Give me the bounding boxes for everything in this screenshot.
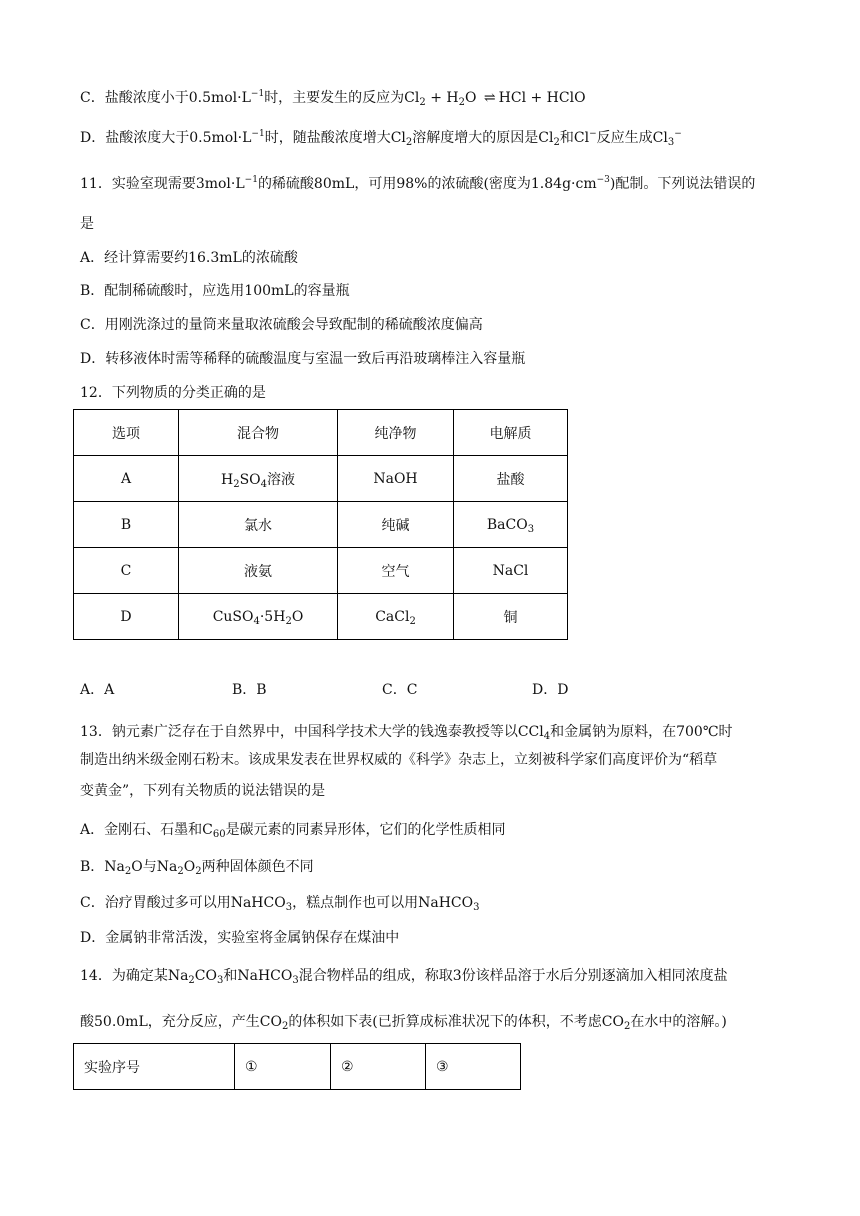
header-cell: 混合物 xyxy=(179,410,338,456)
q14-stem-line1: 14．为确定某$Na_2CO_3$和NaHCO$_3$混合物样品的组成，称取3份该样品溶于水后分别逐滴加入相同浓度盐 xyxy=(80,968,728,986)
table-cell: 纯碱 xyxy=(338,502,454,548)
table-cell: 空气 xyxy=(338,548,454,594)
q11-option-c: C．用刚洗涤过的量筒来量取浓硫酸会导致配制的稀硫酸浓度偏高 xyxy=(80,317,483,333)
table-row xyxy=(74,548,568,594)
q11-option-a: A．经计算需要约16.3mL的浓硫酸 xyxy=(80,250,298,266)
table-cell: CaCl$_2$ xyxy=(338,594,454,640)
table-row xyxy=(74,594,568,640)
table-cell: $CuSO_4\cdot 5H_2O$ xyxy=(179,594,338,640)
table-cell: 实验序号 xyxy=(74,1044,235,1090)
table-header-row xyxy=(74,410,568,456)
table-cell: 铜 xyxy=(454,594,568,640)
header-cell: 选项 xyxy=(74,410,179,456)
q10-option-c: C．盐酸浓度小于$0.5mol\cdot L^{-1}$时，主要发生的反应为$Cl_2 + H_2O$ ⇌ HCl + HClO xyxy=(80,89,586,108)
q11-option-d: D．转移液体时需等稀释的硫酸温度与室温一致后再沿玻璃棒注入容量瓶 xyxy=(80,351,526,367)
table-cell: 盐酸 xyxy=(454,456,568,502)
q11-stem: 11．实验室现需要$3mol\cdot L^{-1}$的稀硫酸80mL，可用98%的浓硫酸(密度为$1.84g\cdot cm^{-3}$)配制。下列说法错误的 xyxy=(80,175,756,192)
answer-option-c: C．C xyxy=(382,682,418,698)
table-cell: 液氨 xyxy=(179,548,338,594)
header-cell: 电解质 xyxy=(454,410,568,456)
q13-stem-line3: 变黄金”，下列有关物质的说法错误的是 xyxy=(80,783,326,799)
table-cell: NaOH xyxy=(338,456,454,502)
table-cell: 氯水 xyxy=(179,502,338,548)
header-cell: 纯净物 xyxy=(338,410,454,456)
table-row xyxy=(74,502,568,548)
q13-option-b: B．$Na_2O$与$Na_2O_2$两种固体颜色不同 xyxy=(80,859,314,877)
table-cell: ① xyxy=(235,1044,331,1090)
q13-stem-line2: 制造出纳米级金刚石粉末。该成果发表在世界权威的《科学》杂志上，立刻被科学家们高度评价为“稻草 xyxy=(80,752,718,768)
q13-option-d: D．金属钠非常活泼，实验室将金属钠保存在煤油中 xyxy=(80,930,400,946)
table-cell: $H_2SO_4$溶液 xyxy=(179,456,338,502)
q13-option-a: A．金刚石、石墨和$C_{60}$是碳元素的同素异形体，它们的化学性质相同 xyxy=(80,822,506,840)
table-cell: B xyxy=(74,502,179,548)
answer-option-a: A．A xyxy=(80,682,115,698)
q13-option-c: C．治疗胃酸过多可以用NaHCO$_3$，糕点制作也可以用NaHCO$_3$ xyxy=(80,895,480,913)
table-row xyxy=(74,456,568,502)
q11-stem-cont: 是 xyxy=(80,216,94,232)
equilibrium-arrow: ⇌ xyxy=(483,90,496,106)
q14-stem-line2: 酸50.0mL，充分反应，产生$CO_2$的体积如下表(已折算成标准状况下的体积，不考虑$CO_2$在水中的溶解。) xyxy=(80,1014,727,1032)
table-cell: D xyxy=(74,594,179,640)
q10-option-d: D．盐酸浓度大于$0.5mol\cdot L^{-1}$时，随盐酸浓度增大$Cl_2$溶解度增大的原因是$Cl_2$和Cl−反应生成$Cl_3^-$ xyxy=(80,129,682,148)
q12-stem: 12．下列物质的分类正确的是 xyxy=(80,385,266,401)
answer-option-b: B．B xyxy=(232,682,267,698)
q11-option-b: B．配制稀硫酸时，应选用100mL的容量瓶 xyxy=(80,283,350,299)
q13-stem-line1: 13．钠元素广泛存在于自然界中，中国科学技术大学的钱逸泰教授等以CCl$_4$和金属钠为原料，在700℃时 xyxy=(80,724,733,742)
table-cell: BaCO$_3$ xyxy=(454,502,568,548)
q12-classification-table xyxy=(73,409,568,640)
answer-option-d: D．D xyxy=(532,682,569,698)
table-cell: ② xyxy=(331,1044,426,1090)
table-cell: C xyxy=(74,548,179,594)
table-row xyxy=(74,1044,521,1090)
table-cell: NaCl xyxy=(454,548,568,594)
table-cell: ③ xyxy=(426,1044,521,1090)
table-cell: A xyxy=(74,456,179,502)
q14-experiment-table xyxy=(73,1043,521,1090)
